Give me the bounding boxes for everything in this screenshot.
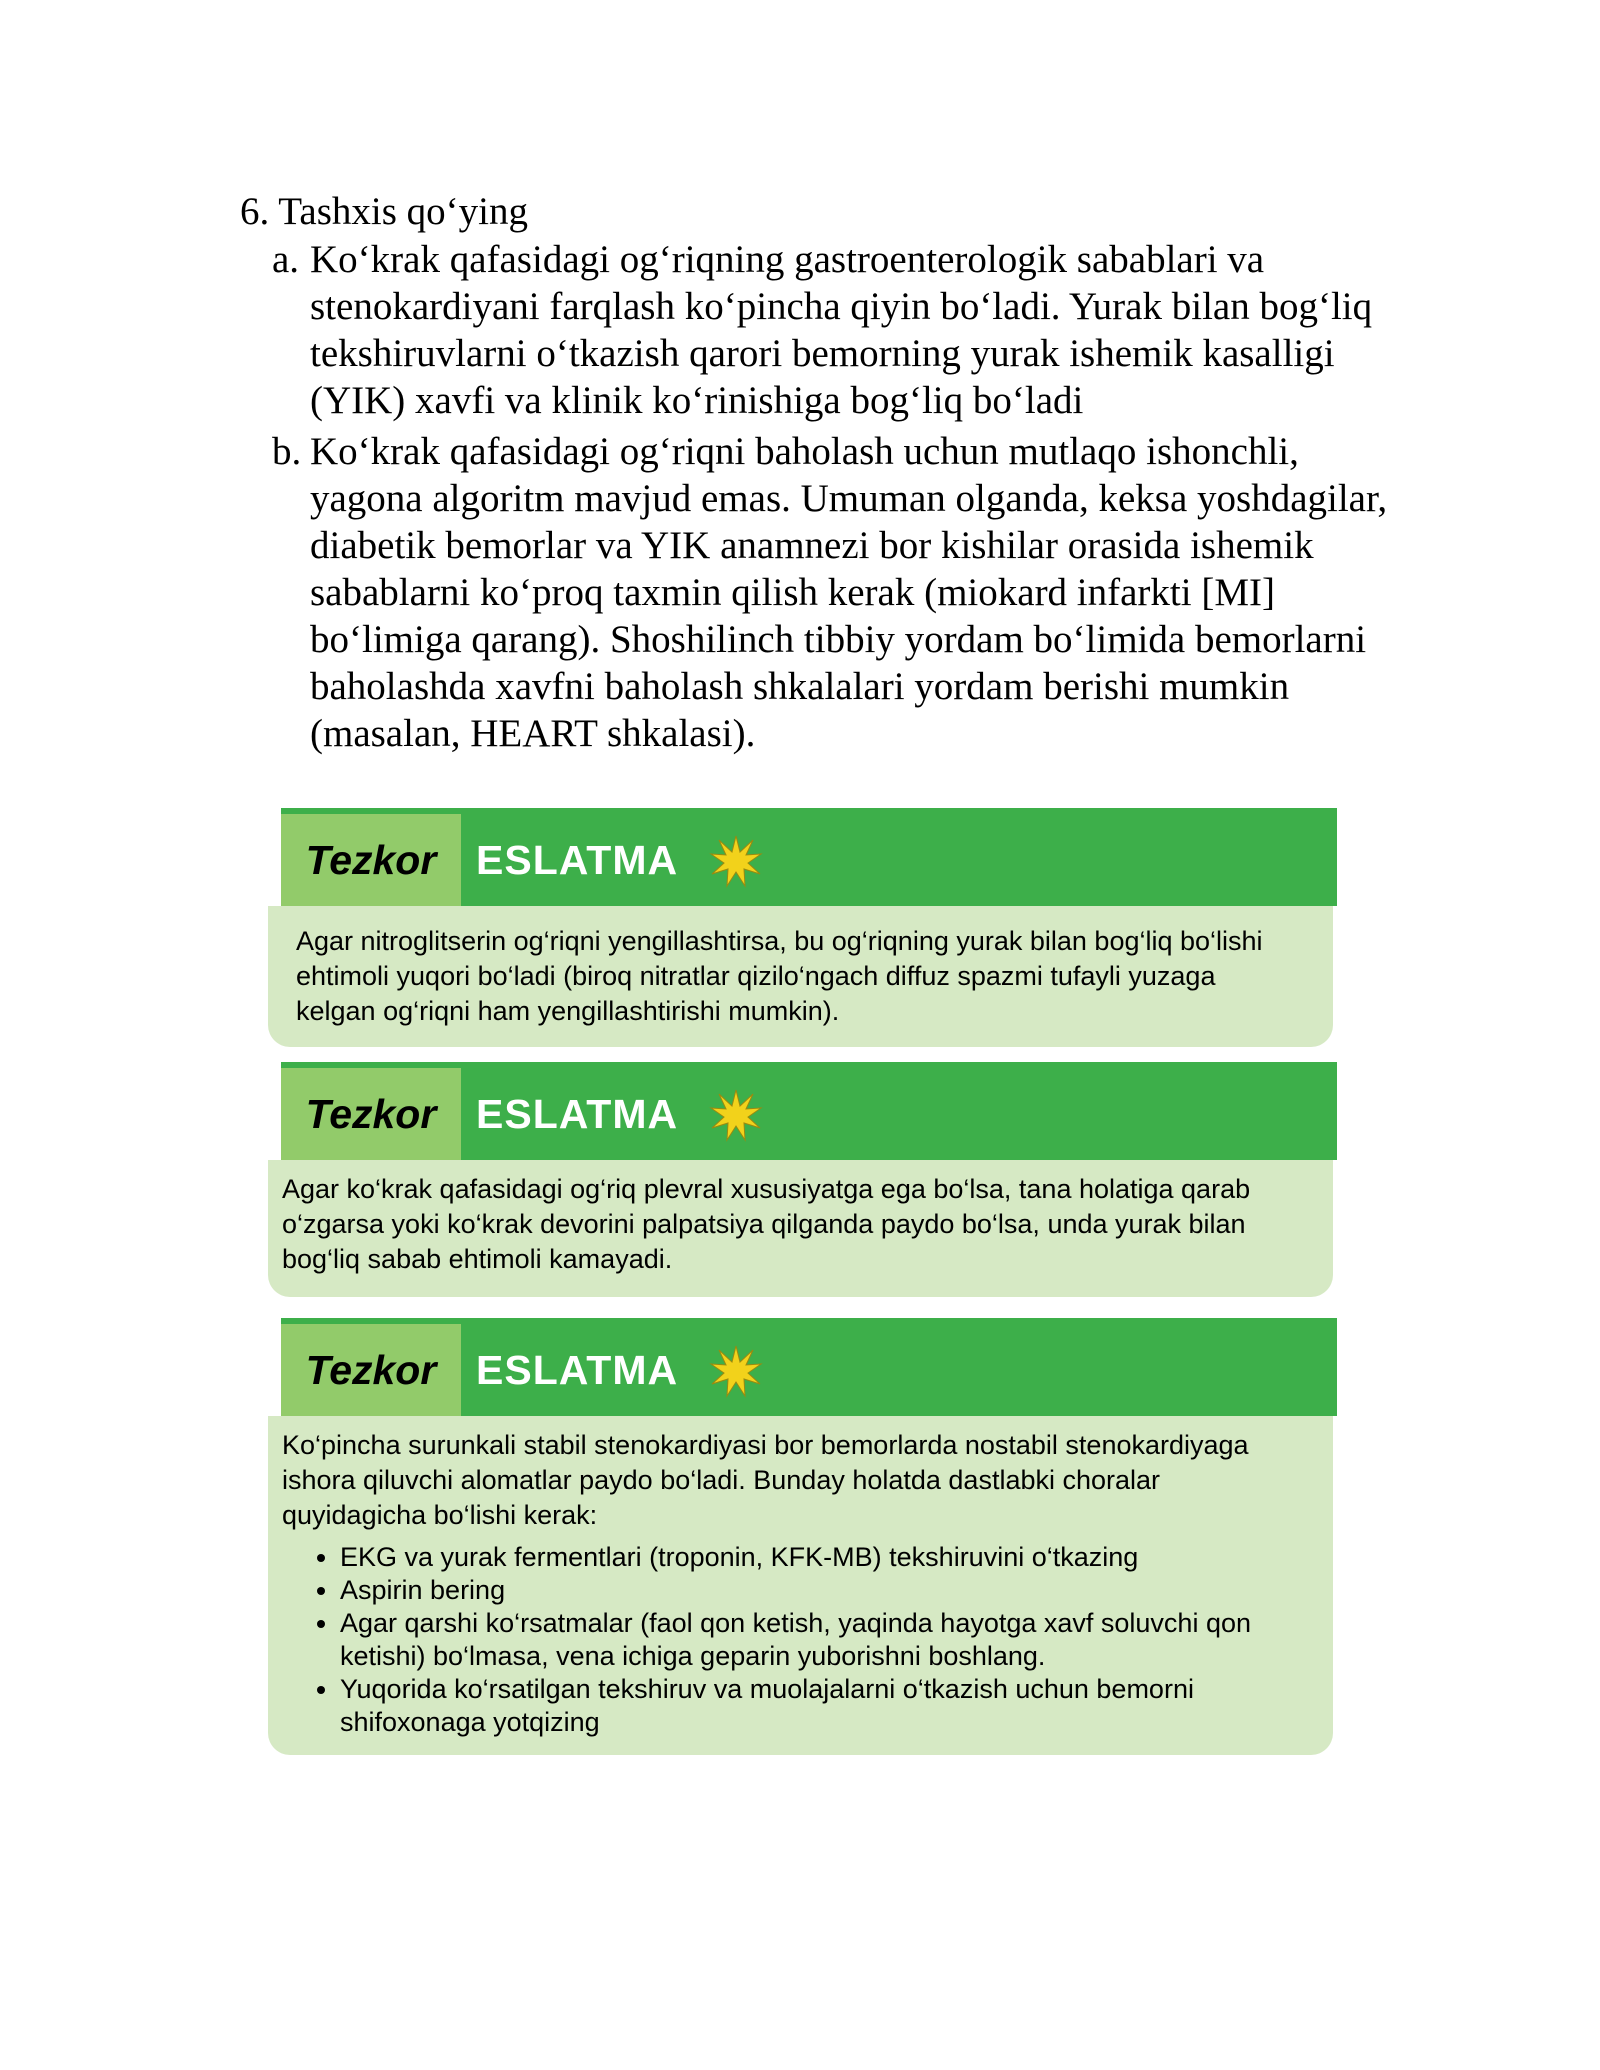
section-heading: 6. Tashxis qo‘ying bbox=[240, 190, 528, 233]
note-bullet-list bbox=[282, 1541, 1293, 1739]
item-text: Ko‘krak qafasidagi og‘riqni baholash uchun mutlaqo ishonchli, yagona algoritm mavjud emas. Umuman olganda, keksa yoshdagilar, diabetik bemorlar va YIK anamnezi bor kishilar orasida ishemik sabablarni ko‘proq taxmin qilish kerak (miokard infarkti [MI] bo‘limiga qarang). Shoshilinch tibbiy yordam bo‘limida bemorlarni baholashda xavfni baholash shkalalari yordam berishi mumkin (masalan, HEART shkalasi). bbox=[310, 430, 1388, 755]
note-tab: Tezkor bbox=[281, 814, 461, 906]
note-title: ESLATMA bbox=[476, 1346, 679, 1393]
diagnosis-section bbox=[240, 188, 1420, 757]
item-marker: a. bbox=[272, 238, 300, 281]
note-tab: Tezkor bbox=[281, 1068, 461, 1160]
list-item-b bbox=[240, 428, 1420, 757]
note-body bbox=[268, 1416, 1333, 1755]
list-item: • EKG va yurak fermentlari (troponin, KFK-MB) tekshiruvini o‘tkazing bbox=[340, 1541, 1293, 1574]
quick-note-2 bbox=[268, 1062, 1333, 1297]
list-item: • Aspirin bering bbox=[340, 1574, 1293, 1607]
note-text: Ko‘pincha surunkali stabil stenokardiyasi bor bemorlarda nostabil stenokardiyaga ishora qiluvchi alomatlar paydo bo‘ladi. Bunday holatda dastlabki choralar quyidagicha bo‘lishi kerak: bbox=[282, 1430, 1249, 1530]
starburst-icon bbox=[709, 1088, 763, 1142]
list-item: • Yuqorida ko‘rsatilgan tekshiruv va muolajalarni o‘tkazish uchun bemorni shifoxonaga yotqizing bbox=[340, 1673, 1293, 1739]
note-text: Agar nitroglitserin og‘riqni yengillashtirsa, bu og‘riqning yurak bilan bog‘liq bo‘lishi ehtimoli yuqori bo‘ladi (biroq nitratlar qizilo‘ngach diffuz spazmi tufayli yuzaga kelgan og‘riqni ham yengillashtirishi mumkin). bbox=[296, 926, 1263, 1026]
quick-note-1 bbox=[268, 808, 1333, 1047]
item-text: Ko‘krak qafasidagi og‘riqning gastroenterologik sabablari va stenokardiyani farqlash ko‘pincha qiyin bo‘ladi. Yurak bilan bog‘liq tekshiruvlarni o‘tkazish qarori bemorning yurak ishemik kasalligi (YIK) xavfi va klinik ko‘rinishiga bog‘liq bo‘ladi bbox=[310, 238, 1373, 422]
quick-note-3 bbox=[268, 1318, 1333, 1755]
note-text: Agar ko‘krak qafasidagi og‘riq plevral xususiyatga ega bo‘lsa, tana holatiga qarab o‘zgarsa yoki ko‘krak devorini palpatsiya qilganda paydo bo‘lsa, unda yurak bilan bog‘liq sabab ehtimoli kamayadi. bbox=[282, 1174, 1251, 1274]
note-header bbox=[281, 1062, 1337, 1160]
starburst-icon bbox=[709, 1344, 763, 1398]
note-header bbox=[281, 808, 1337, 906]
note-body bbox=[268, 906, 1333, 1047]
note-header bbox=[281, 1318, 1337, 1416]
starburst-icon bbox=[709, 834, 763, 888]
note-title: ESLATMA bbox=[476, 1090, 679, 1137]
list-item-a bbox=[240, 236, 1420, 424]
item-marker: b. bbox=[272, 430, 302, 473]
note-title: ESLATMA bbox=[476, 836, 679, 883]
note-tab: Tezkor bbox=[281, 1324, 461, 1416]
list-item: • Agar qarshi ko‘rsatmalar (faol qon ketish, yaqinda hayotga xavf soluvchi qon ketishi) bo‘lmasa, vena ichiga geparin yuborishni boshlang. bbox=[340, 1607, 1293, 1673]
note-body bbox=[268, 1160, 1333, 1297]
